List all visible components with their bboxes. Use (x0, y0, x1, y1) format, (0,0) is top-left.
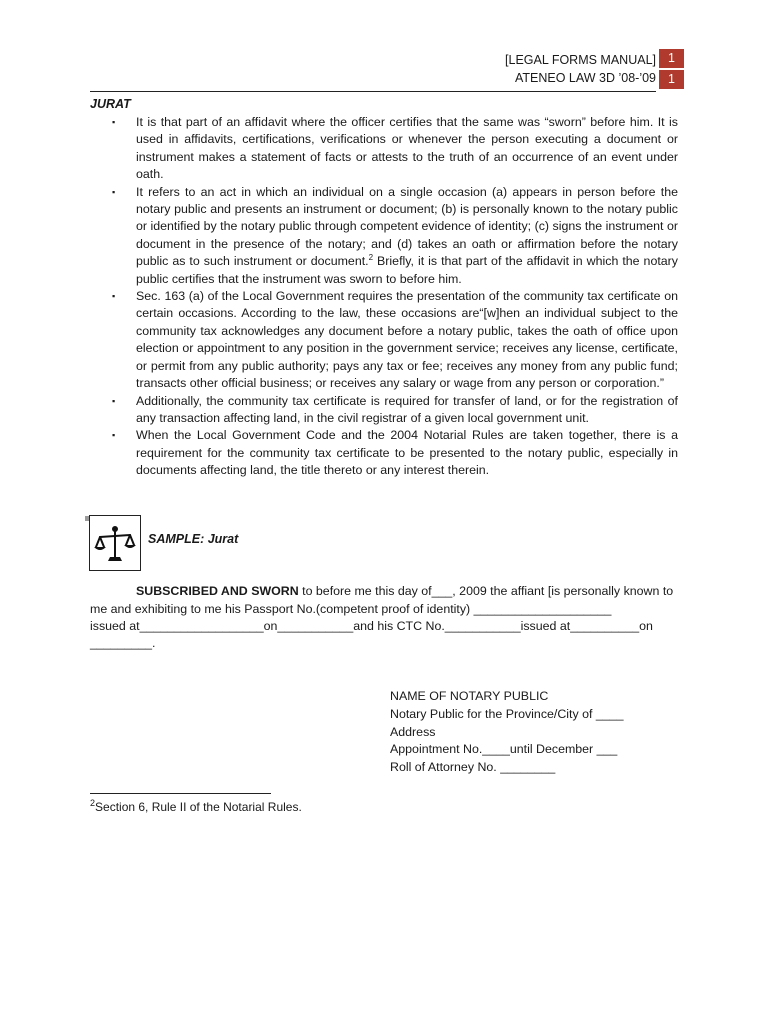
notary-province: Notary Public for the Province/City of ____ (390, 706, 624, 721)
bullet-item (108, 184, 678, 288)
bullet-text-continued: Briefly, it is that part of the affidavit in which the notary public certifies that the instrument was sworn to before him. (136, 254, 678, 286)
bullet-marker: ▪ (112, 395, 116, 406)
bullet-text: Sec. 163 (a) of the Local Government requires the presentation of the community tax certificate on certain occasions. According to the law, these occasions are“[w]hen an individual subject to the community tax acknowledges any document before a notary public, takes the oath of office upon election or appointment to any position in the government service; receives any license, certificate, or permit from any public authority; pays any tax or fee; receives any money from any public fund; transacts other official business; or receives any salary or wage from any person or corporation.” (136, 289, 678, 391)
notary-block (390, 688, 623, 777)
bullet-list (108, 114, 678, 480)
jurat-line-2: me and exhibiting to me his Passport No.(competent proof of identity) ____________________ (90, 602, 612, 616)
bullet-marker: ▪ (112, 117, 116, 127)
footnote-number: 2 (90, 798, 96, 808)
footnote (90, 800, 302, 814)
bullet-item (108, 114, 678, 184)
bullet-marker: ▪ (112, 291, 116, 302)
jurat-bold-lead: SUBSCRIBED AND SWORN (136, 584, 299, 598)
bullet-item (108, 393, 678, 428)
bullet-text: Additionally, the community tax certificate is required for transfer of land, or for the registration of any transaction affecting land, in the civil registrar of a given local government unit. (136, 393, 678, 425)
bullet-marker: ▪ (112, 186, 116, 197)
jurat-line-1 (90, 583, 678, 601)
jurat-line-1-text: to before me this day of___, 2009 the affiant [is personally known to (298, 584, 674, 598)
page-number-bottom: 1 (668, 72, 675, 86)
bullet-text: When the Local Government Code and the 2004 Notarial Rules are taken together, there is a requirement for the community tax certificate to be presented to the notary public, especially in documents affecting land, the title thereto or any interest therein. (136, 428, 678, 478)
notary-address: Address (390, 724, 436, 739)
section-title: JURAT (90, 97, 131, 111)
header-rule (90, 91, 656, 92)
header-subtitle: ATENEO LAW 3D ’08-’09 (514, 71, 656, 85)
footnote-text: Section 6, Rule II of the Notarial Rules. (95, 800, 302, 814)
notary-name: NAME OF NOTARY PUBLIC (390, 689, 549, 703)
page-number-box (659, 49, 684, 89)
scales-of-justice-icon (89, 515, 141, 571)
bullet-text: It is that part of an affidavit where the officer certifies that the same was “sworn” before him. It is used in affidavits, certifications, verifications or whenever the person executing a document or instrument makes a statement of facts or attests to the truth of an occurrence of an event under oath. (136, 115, 678, 182)
bullet-item (108, 427, 678, 479)
jurat-line-4: _________. (90, 636, 156, 650)
sample-label: SAMPLE: Jurat (148, 532, 239, 546)
header-title: [LEGAL FORMS MANUAL] (505, 53, 656, 67)
page-number-top: 1 (659, 49, 684, 70)
notary-roll: Roll of Attorney No. ________ (390, 760, 556, 775)
bullet-item (108, 288, 678, 392)
footnote-ref: 2 (368, 253, 374, 263)
bullet-text: It refers to an act in which an individual on a single occasion (a) appears in person before the notary public and presents an instrument or document; (b) is personally known to the notary public or identified by the notary public through competent evidence of identity; (c) signs the instrument or document in the presence of the notary; and (d) takes an oath or affirmation before the notary public as to such instrument or document. (136, 184, 678, 269)
footnote-rule (90, 793, 271, 794)
notary-appointment: Appointment No.____until December ___ (390, 742, 618, 757)
jurat-line-3: issued at__________________on___________and his CTC No.___________issued at__________on (90, 619, 653, 633)
bullet-marker: ▪ (112, 430, 116, 441)
